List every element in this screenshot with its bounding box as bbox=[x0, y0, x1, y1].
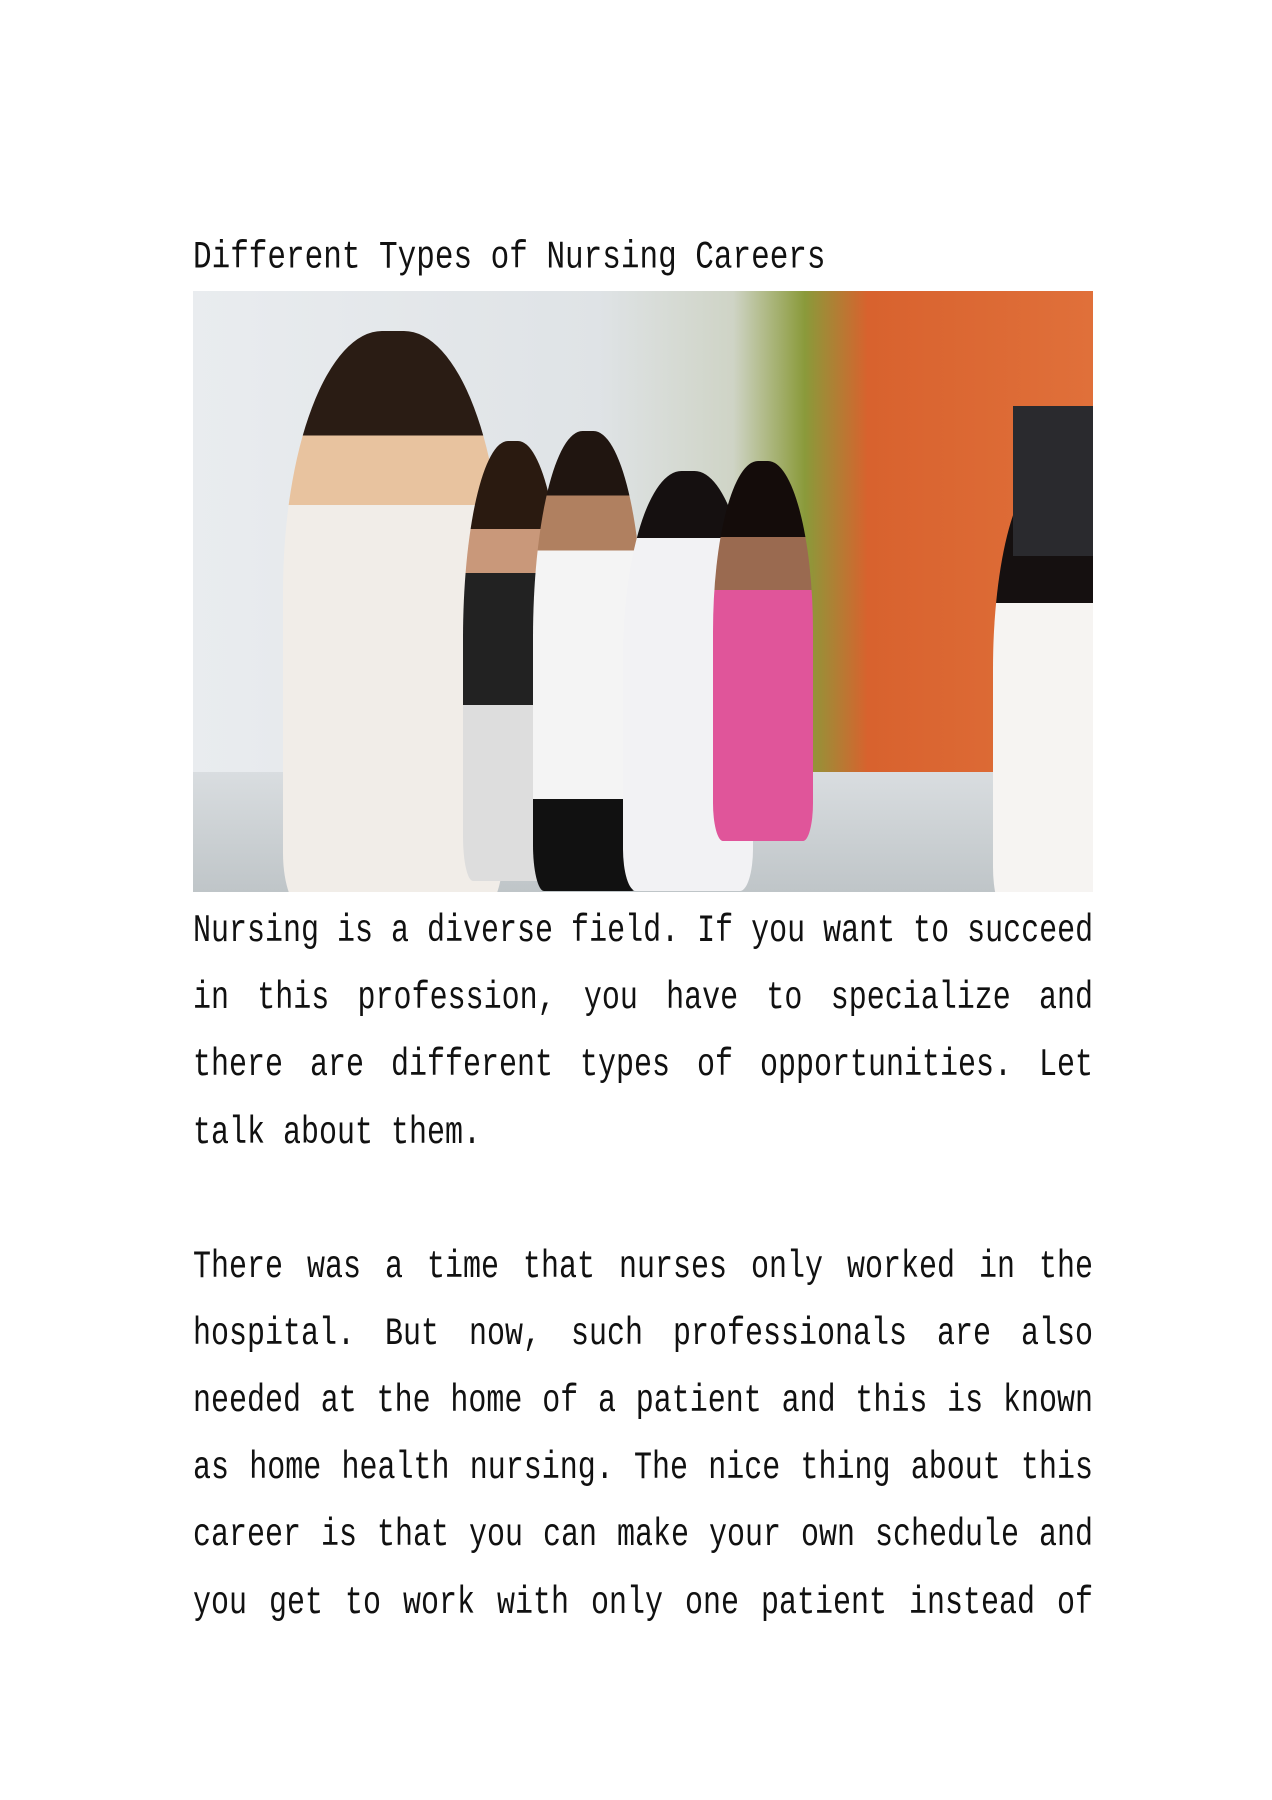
paragraph-line: Nursing is a diverse field. If you want to succeed bbox=[193, 910, 1094, 955]
paragraph-line: as home health nursing. The nice thing about this bbox=[193, 1447, 1093, 1492]
paragraph-line: needed at the home of a patient and this is known bbox=[193, 1380, 1093, 1425]
paragraph-line: hospital. But now, such professionals are also bbox=[193, 1313, 1093, 1358]
paragraph-line: talk about them. bbox=[193, 1112, 482, 1157]
photo-person-pink bbox=[713, 461, 813, 841]
paragraph-line: in this profession, you have to specialize and bbox=[193, 977, 1093, 1022]
photo-tv-screen bbox=[1013, 406, 1093, 556]
document-title: Different Types of Nursing Careers bbox=[193, 236, 826, 280]
paragraph-line: there are different types of opportunities. Let bbox=[193, 1044, 1093, 1089]
paragraph-line: you get to work with only one patient instead of bbox=[193, 1582, 1093, 1627]
nursing-students-photo bbox=[193, 291, 1093, 892]
paragraph-line: There was a time that nurses only worked in the bbox=[193, 1246, 1093, 1291]
paragraph-line: career is that you can make your own schedule and bbox=[193, 1514, 1093, 1559]
